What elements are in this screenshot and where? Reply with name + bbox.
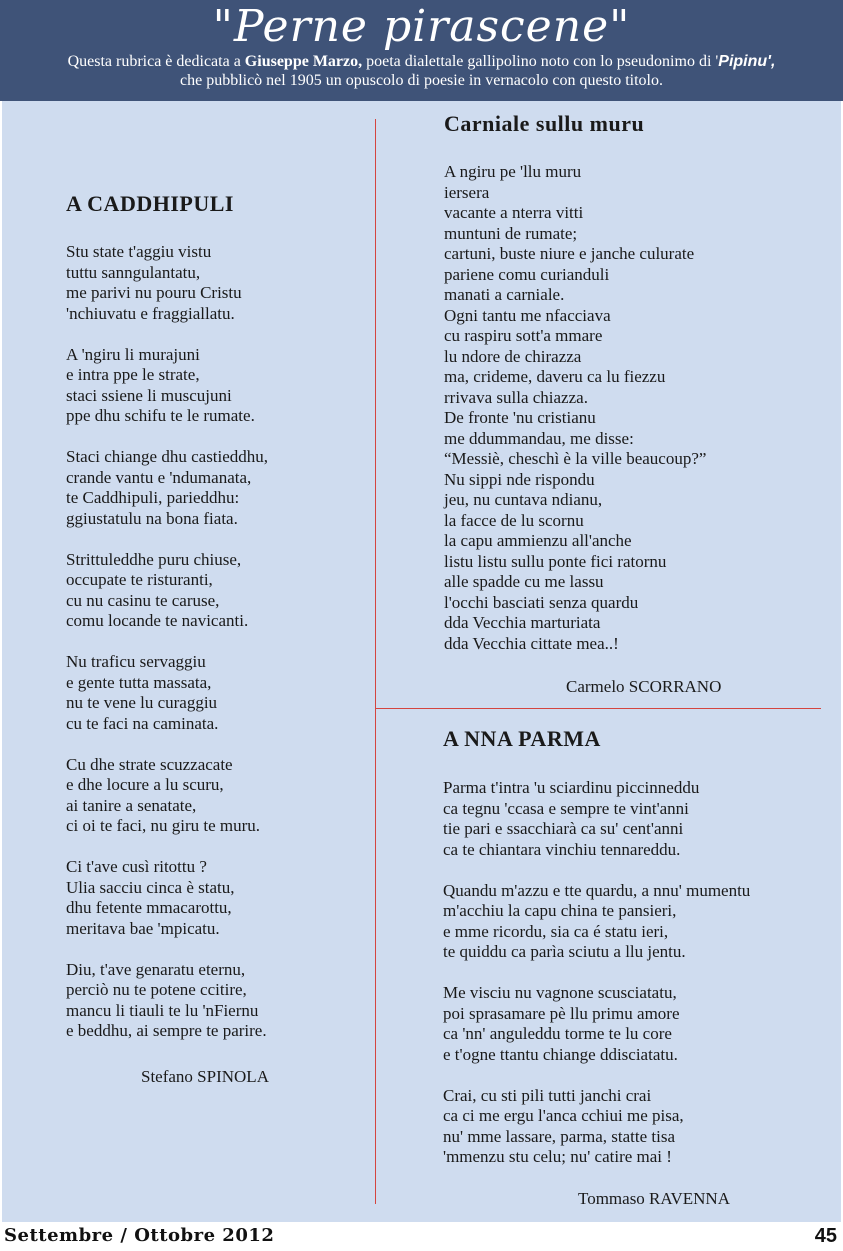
poem-stanza — [443, 1086, 750, 1168]
poem-line: ggiustatulu na bona fiata. — [66, 508, 238, 528]
poem-line: tie pari e ssacchiarà ca su' cent'anni — [443, 819, 684, 838]
subtitle-text: Questa rubrica è dedicata a — [67, 53, 245, 70]
section-title: "Perne pirascene" — [212, 1, 631, 52]
poem-stanza — [444, 162, 706, 654]
poem-line: la facce de lu scornu — [444, 510, 584, 530]
poem-author: Tommaso RAVENNA — [578, 1189, 730, 1208]
poem-line: nu te vene lu curaggiu — [66, 693, 218, 712]
poem-stanza — [443, 778, 750, 860]
poem-line: Nu sippi nde rispondu — [444, 469, 595, 489]
poem-line: alle spadde cu me lassu — [444, 572, 604, 591]
poem-line: A 'ngiru li murajuni — [66, 344, 200, 364]
poem-line: Quandu m'azzu e tte quardu, a nnu' mumentu — [443, 880, 751, 900]
poem-line: ca 'nn' anguleddu torme te lu core — [443, 1024, 672, 1043]
poem-title: A CADDHIPULI — [66, 191, 234, 216]
poem-line: e mme ricordu, sia ca é statu ieri, — [443, 921, 669, 941]
poem-line: comu locande te navicanti. — [66, 611, 249, 630]
poem-line: me parivi nu pouru Cristu — [66, 283, 242, 302]
poem-author: Carmelo SCORRANO — [566, 677, 722, 696]
content-area — [2, 101, 841, 1222]
poem-line: staci ssiene li muscujuni — [66, 385, 232, 405]
header-banner — [0, 0, 843, 101]
poem-line: 'mmenzu stu celu; nu' catire mai ! — [443, 1147, 672, 1166]
poem-line: cu nu casinu te caruse, — [66, 590, 220, 610]
poem-line: ci oi te faci, nu giru te muru. — [66, 816, 261, 835]
poem-line: jeu, nu cuntava ndianu, — [444, 490, 603, 509]
page-number: 45 — [814, 1225, 837, 1247]
poem-line: 'nchiuvatu e fraggiallatu. — [66, 303, 235, 323]
poem-line: dda Vecchia cittate mea..! — [444, 633, 619, 653]
poem-line: la capu ammienzu all'anche — [444, 531, 632, 550]
poem-carniale — [444, 110, 706, 675]
poem-line: Diu, t'ave genaratu eternu, — [66, 959, 246, 979]
poem-line: perciò nu te potene ccitire, — [66, 980, 247, 999]
poem-line: Ogni tantu me nfacciava — [444, 305, 611, 325]
poem-stanza — [66, 755, 268, 837]
poem-line: ppe dhu schifu te le rumate. — [66, 406, 255, 425]
poem-line: vacante a nterra vitti — [444, 203, 584, 222]
poem-title: Carniale sullu muru — [444, 111, 645, 136]
poem-line: manati a carniale. — [444, 285, 565, 304]
header-subtitle-line1 — [0, 52, 843, 72]
poem-line: listu listu sullu ponte fici ratornu — [444, 551, 667, 571]
poem-line: meritava bae 'mpicatu. — [66, 918, 220, 938]
poem-stanza — [66, 447, 268, 529]
poem-line: crande vantu e 'ndumanata, — [66, 467, 252, 487]
poem-stanza — [66, 960, 268, 1042]
poem-line: “Messiè, cheschì è la ville beaucoup?” — [444, 449, 707, 468]
poem-stanza — [66, 652, 268, 734]
poem-line: Nu traficu servaggiu — [66, 652, 206, 671]
poem-line: ai tanire a senatate, — [66, 795, 197, 815]
column-divider — [375, 119, 376, 1204]
poem-title: A NNA PARMA — [443, 726, 601, 751]
poem-line: poi sprasamare pè llu primu amore — [443, 1003, 680, 1023]
poem-caddhipuli — [66, 190, 268, 1062]
poem-line: cu raspiru sott'a mmare — [444, 326, 603, 345]
poem-line: muntuni de rumate; — [444, 223, 578, 243]
poem-line: Ulia sacciu cinca è statu, — [66, 877, 235, 897]
poem-line: e beddhu, ai sempre te parire. — [66, 1021, 267, 1040]
poem-body — [443, 778, 750, 1168]
poem-line: me ddummandau, me disse: — [444, 428, 634, 448]
poem-stanza — [66, 857, 268, 939]
poem-line: Parma t'intra 'u sciardinu piccinneddu — [443, 778, 700, 797]
poem-line: De fronte 'nu cristianu — [444, 408, 596, 427]
poem-line: e dhe locure a lu scuru, — [66, 775, 224, 794]
poem-line: cartuni, buste niure e janche culurate — [444, 244, 695, 263]
poem-line: e gente tutta massata, — [66, 672, 212, 692]
subtitle-poet-name: Giuseppe Marzo, — [244, 53, 363, 70]
section-divider — [375, 708, 821, 709]
poem-parma — [443, 725, 750, 1188]
poem-line: Strittuleddhe puru chiuse, — [66, 549, 242, 569]
subtitle-pseudonym: Pipinu', — [718, 53, 776, 70]
poem-line: ca tegnu 'ccasa e sempre te vint'anni — [443, 798, 689, 818]
poem-line: te Caddhipuli, parieddhu: — [66, 488, 240, 507]
poem-body — [66, 242, 268, 1042]
poem-body — [444, 162, 706, 654]
poem-line: Ci t'ave cusì ritottu ? — [66, 857, 207, 876]
poem-line: rrivava sulla chiazza. — [444, 387, 588, 407]
poem-line: l'occhi basciati senza quardu — [444, 592, 639, 612]
poem-line: Stu state t'aggiu vistu — [66, 242, 212, 261]
poem-line: dhu fetente mmacarottu, — [66, 898, 232, 917]
poem-line: e t'ogne ttantu chiange ddisciatatu. — [443, 1044, 678, 1064]
footer — [0, 1222, 843, 1251]
poem-line: pariene comu curianduli — [444, 264, 610, 284]
poem-author: Stefano SPINOLA — [141, 1067, 269, 1086]
issue-date: Settembre / Ottobre 2012 — [4, 1225, 275, 1246]
poem-line: ma, crideme, daveru ca lu fiezzu — [444, 367, 666, 386]
poem-line: Staci chiange dhu castieddhu, — [66, 447, 269, 466]
poem-stanza — [443, 983, 750, 1065]
poem-line: ca te chiantara vinchiu tennareddu. — [443, 839, 681, 859]
subtitle-text: poeta dialettale gallipolino noto con lo pseudonimo di ' — [362, 53, 719, 70]
poem-line: dda Vecchia marturiata — [444, 613, 601, 632]
poem-line: cu te faci na caminata. — [66, 713, 219, 733]
poem-stanza — [443, 881, 750, 963]
poem-line: lu ndore de chirazza — [444, 346, 582, 366]
poem-line: te quiddu ca parìa sciutu a llu jentu. — [443, 942, 686, 961]
poem-stanza — [66, 345, 268, 427]
poem-line: e intra ppe le strate, — [66, 365, 200, 384]
poem-line: occupate te risturanti, — [66, 570, 213, 589]
poem-line: A ngiru pe 'llu muru — [444, 162, 582, 181]
poem-line: nu' mme lassare, parma, statte tisa — [443, 1126, 676, 1146]
poem-line: Crai, cu sti pili tutti janchi crai — [443, 1085, 652, 1105]
poem-stanza — [66, 242, 268, 324]
poem-line: iersera — [444, 182, 490, 202]
poem-line: tuttu sanngulantatu, — [66, 262, 201, 282]
poem-line: ca ci me ergu l'anca cchiui me pisa, — [443, 1106, 684, 1125]
poem-line: mancu li tiauli te lu 'nFiernu — [66, 1000, 259, 1020]
poem-line: Me visciu nu vagnone scusciatatu, — [443, 983, 677, 1002]
poem-stanza — [66, 550, 268, 632]
poem-line: Cu dhe strate scuzzacate — [66, 754, 233, 774]
poem-line: m'acchiu la capu china te pansieri, — [443, 901, 677, 920]
header-subtitle-line2: che pubblicò nel 1905 un opuscolo di poesie in vernacolo con questo titolo. — [179, 72, 663, 89]
